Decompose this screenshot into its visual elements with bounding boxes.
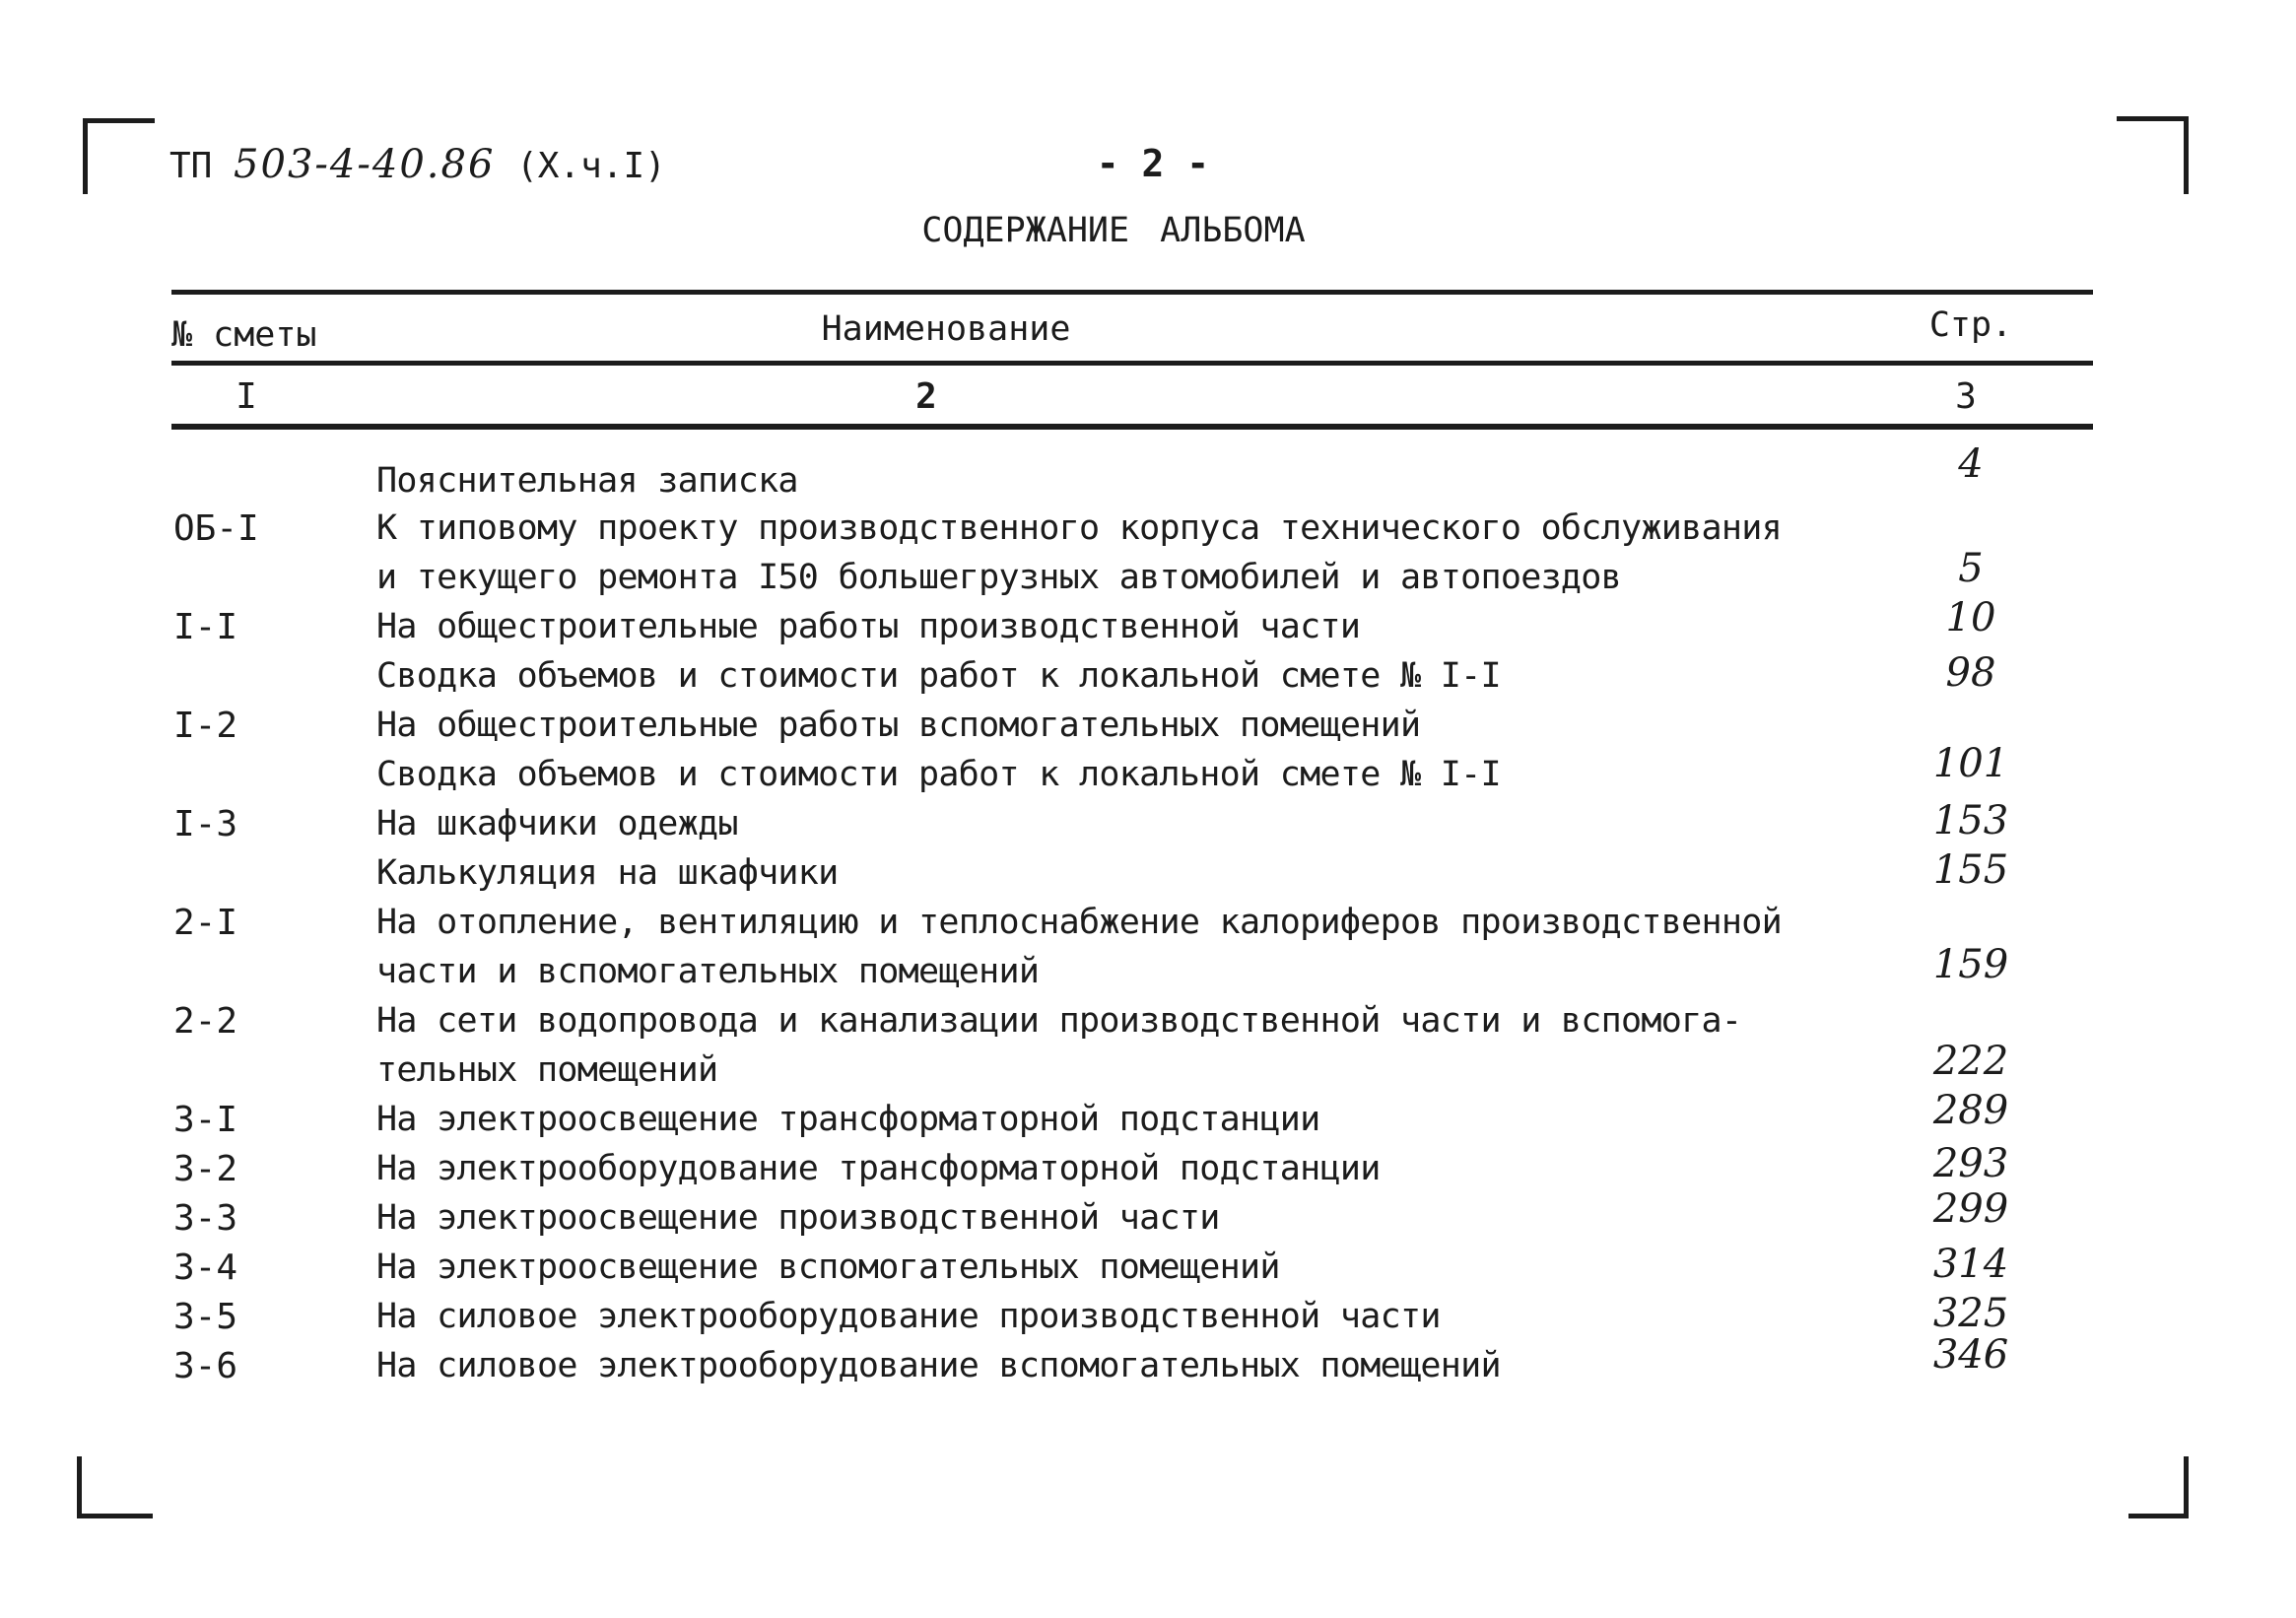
row-name: На электроосвещение вспомогательных помещений xyxy=(376,1247,1280,1287)
row-name: На общестроительные работы производственной части xyxy=(376,607,1361,646)
row-name: На электроосвещение производственной части xyxy=(376,1198,1220,1238)
row-name: Пояснительная записка xyxy=(376,461,798,501)
document-code-prefix: ТП xyxy=(169,146,213,186)
row-page: 153 xyxy=(1932,798,2009,843)
table-row xyxy=(0,798,2296,853)
column-header-name: Наименование xyxy=(821,309,1071,349)
document-code xyxy=(169,142,666,187)
row-name: На силовое электрооборудование вспомогательных помещений xyxy=(376,1346,1501,1385)
row-name: и текущего ремонта I50 большегрузных автомобилей и автопоездов xyxy=(376,558,1622,597)
header-divider-rule xyxy=(171,361,2093,366)
document-code-suffix: (Х.ч.I) xyxy=(516,146,666,186)
row-page: 314 xyxy=(1932,1242,2009,1287)
row-code: 3-6 xyxy=(173,1346,238,1386)
row-page: 325 xyxy=(1932,1291,2009,1336)
corner-mark-top-left xyxy=(83,118,155,194)
row-code: 3-I xyxy=(173,1100,238,1140)
document-code-number: 503-4-40.86 xyxy=(234,142,496,187)
row-name: части и вспомогательных помещений xyxy=(376,952,1040,991)
table-row xyxy=(0,942,2296,1001)
row-code: I-2 xyxy=(173,706,238,746)
row-page: 155 xyxy=(1932,847,2009,893)
row-name: К типовому проекту производственного корпуса технического обслуживания xyxy=(376,508,1783,548)
row-name: На отопление, вентиляцию и теплоснабжение калориферов производственной xyxy=(376,903,1783,942)
row-code: 3-4 xyxy=(173,1247,238,1288)
row-page: 346 xyxy=(1932,1332,2009,1378)
row-page: 222 xyxy=(1932,1039,2009,1084)
table-row xyxy=(0,1186,2296,1247)
row-name: На электрооборудование трансформаторной подстанции xyxy=(376,1149,1381,1188)
row-page: 289 xyxy=(1932,1088,2009,1133)
page-number: - 2 - xyxy=(1096,142,1210,185)
row-page: 10 xyxy=(1945,595,1996,640)
row-code: I-I xyxy=(173,607,238,647)
row-name: На шкафчики одежды xyxy=(376,804,738,843)
table-row xyxy=(0,847,2296,903)
row-name: тельных помещений xyxy=(376,1050,718,1090)
corner-mark-top-right xyxy=(2117,116,2189,194)
table-row xyxy=(0,1242,2296,1297)
row-page: 101 xyxy=(1932,741,2009,786)
corner-mark-bottom-left xyxy=(77,1456,153,1518)
page-title: СОДЕРЖАНИЕ АЛЬБОМА xyxy=(921,211,1306,250)
column-index-3: 3 xyxy=(1955,376,1977,417)
row-code: 3-2 xyxy=(173,1149,238,1189)
row-page: 299 xyxy=(1932,1186,2009,1232)
row-code: 3-5 xyxy=(173,1297,238,1337)
row-page: 98 xyxy=(1945,650,1996,696)
column-index-2: 2 xyxy=(915,376,937,417)
table-row xyxy=(0,1332,2296,1395)
row-name: На силовое электрооборудование производственной части xyxy=(376,1297,1441,1336)
row-page: 159 xyxy=(1932,942,2009,987)
column-header-page: Стр. xyxy=(1928,305,2013,345)
row-code: 2-2 xyxy=(173,1001,238,1042)
table-row xyxy=(0,650,2296,706)
row-name: На общестроительные работы вспомогательных помещений xyxy=(376,706,1421,745)
row-page: 293 xyxy=(1932,1141,2009,1186)
table-top-rule xyxy=(171,290,2093,295)
row-code: 2-I xyxy=(173,903,238,943)
row-code: I-3 xyxy=(173,804,238,844)
table-row xyxy=(0,441,2296,510)
column-header-number: № сметы xyxy=(171,315,317,355)
row-page: 5 xyxy=(1958,546,1984,591)
row-name: Калькуляция на шкафчики xyxy=(376,853,839,893)
row-name: Сводка объемов и стоимости работ к локальной смете № I-I xyxy=(376,656,1501,696)
table-body-rule xyxy=(171,424,2093,430)
row-code: ОБ-I xyxy=(173,508,259,549)
table-row xyxy=(0,595,2296,656)
row-page: 4 xyxy=(1958,441,1984,487)
row-name: Сводка объемов и стоимости работ к локальной смете № I-I xyxy=(376,755,1501,794)
row-code: 3-3 xyxy=(173,1198,238,1239)
corner-mark-bottom-right xyxy=(2128,1456,2189,1518)
column-index-1: I xyxy=(236,376,257,417)
table-row xyxy=(0,741,2296,804)
row-name: На сети водопровода и канализации производственной части и вспомога- xyxy=(376,1001,1742,1041)
row-name: На электроосвещение трансформаторной подстанции xyxy=(376,1100,1320,1139)
